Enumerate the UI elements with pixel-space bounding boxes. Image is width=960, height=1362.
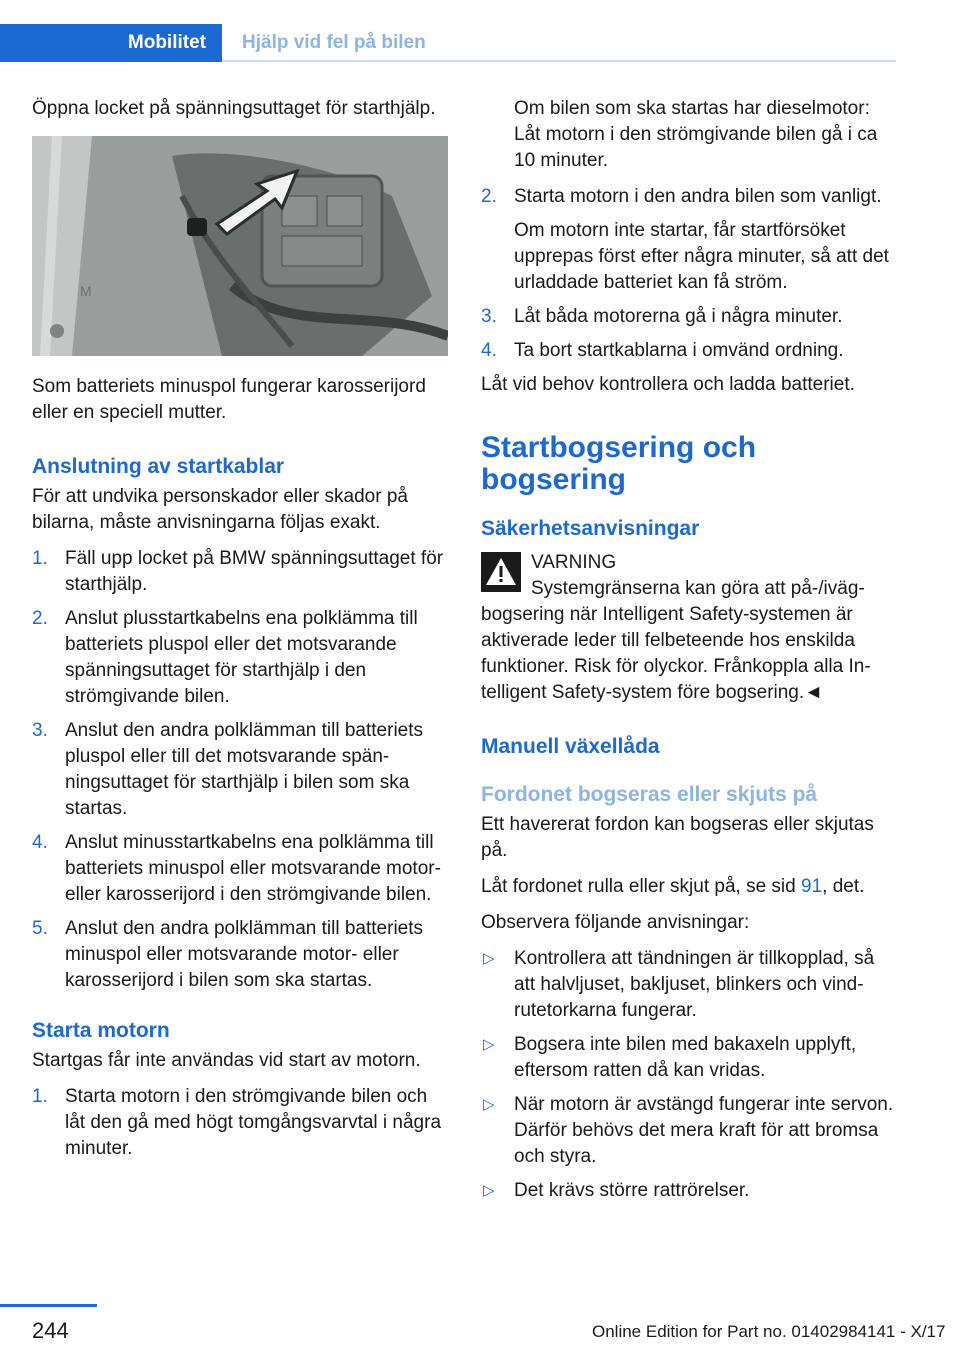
engine-bay-illustration <box>32 136 448 356</box>
step-number: 5. <box>32 918 48 939</box>
right-column <box>481 96 897 1212</box>
tow-p2-tail: , det. <box>822 876 865 897</box>
list-item <box>32 830 448 908</box>
list-item <box>481 1032 897 1084</box>
step-number: 2. <box>32 608 48 629</box>
left-column <box>32 96 448 1170</box>
heading-connect: Anslutning av startkablar <box>32 455 285 478</box>
list-item <box>32 546 448 598</box>
list-item <box>481 338 897 364</box>
list-item <box>32 718 448 822</box>
bullet-triangle-icon: ▷ <box>483 1036 495 1053</box>
list-item <box>481 304 897 330</box>
step-number: 4. <box>32 832 48 853</box>
list-item <box>481 1178 897 1204</box>
step-text: Anslut plusstartkabelns ena polklämma till batteriets pluspol eller det motsvarande spänningsuttaget för starthjälp i den strömgivande bilen. <box>65 608 418 707</box>
step-text: Ta bort startkablarna i omvänd ordning. <box>514 340 844 361</box>
step-number: 2. <box>481 186 497 207</box>
edition-text: Online Edition for Part no. 01402984141 - X/17 <box>592 1322 946 1341</box>
step-number: 1. <box>32 1086 48 1107</box>
connect-steps <box>32 546 448 994</box>
step-text: Fäll upp locket på BMW spänningsuttaget för starthjälp. <box>65 548 444 595</box>
list-item <box>481 184 897 296</box>
connect-intro: För att undvika personskador eller skador på bilarna, måste anvisningarna följas exakt. <box>32 486 408 533</box>
step-text: Låt båda motorerna gå i några minuter. <box>514 306 843 327</box>
header-rule <box>222 60 896 62</box>
heading-tow-push: Fordonet bogseras eller skjuts på <box>481 783 818 806</box>
step-number: 4. <box>481 340 497 361</box>
step-extra: Om motorn inte startar, får startförsöket upprepas först efter några minuter, så att det urladdade batteriet kan få ström. <box>514 220 889 293</box>
list-item <box>481 946 897 1024</box>
tow-p2 <box>481 874 897 900</box>
bullet-text: Kontrollera att tändningen är tillkopplad, så att halvljuset, bakljuset, blinkers och vindrutetorkarna fungerar. <box>514 948 875 1021</box>
svg-text:M: M <box>80 283 92 299</box>
bullet-triangle-icon: ▷ <box>483 1182 495 1199</box>
ground-caption: Som batteriets minuspol fungerar karosserijord eller en speciell mutter. <box>32 376 426 423</box>
list-item <box>481 1092 897 1170</box>
step-text: Anslut minusstartkabelns ena polklämma till batteriets minuspol eller motsvarande motor- eller karosserijord i den strömgivande bilen. <box>65 832 441 905</box>
warning-box <box>481 550 897 602</box>
heading-towing: Startbogsering och bogsering <box>481 431 757 496</box>
step-text: Anslut den andra polklämman till batteriets pluspol eller till det motsvarande spänningsuttaget för starthjälp i bilen som ska startas. <box>65 720 424 819</box>
engine-bay-photo <box>32 136 448 356</box>
footer-rule <box>0 1304 97 1307</box>
tab-section[interactable]: Hjälp vid fel på bilen <box>242 32 426 53</box>
warning-text: Systemgränserna kan göra att på-/ivägbogsering när Intelligent Safety-systemen är aktiverade leder till felbeteende hos enskilda funktioner. Risk för olyckor. Frånkoppla alla Intelligent Safety-system före bogsering.◄ <box>481 578 871 703</box>
tab-mobilitet[interactable]: Mobilitet <box>0 24 222 62</box>
bullet-text: När motorn är avstängd fungerar inte servon. Därför behövs det mera kraft för att bromsa och styra. <box>514 1094 894 1167</box>
step-text: Starta motorn i den strömgivande bilen och låt den gå med högt tomgångsvarvtal i några minuter. <box>65 1086 442 1159</box>
start-intro: Startgas får inte användas vid start av motorn. <box>32 1050 421 1071</box>
step-number: 3. <box>32 720 48 741</box>
page-number: 244 <box>32 1318 69 1343</box>
list-item <box>32 916 448 994</box>
start-steps <box>32 1084 448 1162</box>
tow-p3: Observera följande anvisningar: <box>481 912 750 933</box>
heading-start: Starta motorn <box>32 1019 170 1042</box>
list-item <box>32 606 448 710</box>
after-text: Låt vid behov kontrollera och ladda batteriet. <box>481 374 855 395</box>
tow-p1: Ett havererat fordon kan bogseras eller skjutas på. <box>481 814 874 861</box>
bullet-text: Det krävs större rattrörelser. <box>514 1180 750 1201</box>
bullet-triangle-icon: ▷ <box>483 950 495 967</box>
list-item <box>32 1084 448 1162</box>
warning-triangle-icon <box>481 552 521 600</box>
intro-text: Öppna locket på spänningsuttaget för starthjälp. <box>32 98 436 119</box>
start-steps-continued <box>481 184 897 364</box>
page-link[interactable]: 91 <box>801 876 823 897</box>
page-header <box>0 24 896 62</box>
step-text: Anslut den andra polklämman till batteriets minuspol eller motsvarande motor- eller karosserijord i bilen som ska startas. <box>65 918 424 991</box>
heading-safety: Säkerhetsanvisningar <box>481 517 700 540</box>
warning-title: VARNING <box>531 552 617 573</box>
step-text: Starta motorn i den andra bilen som vanligt. <box>514 186 882 207</box>
tow-p2-text: Låt fordonet rulla eller skjut på, se sid <box>481 876 802 897</box>
bullet-triangle-icon: ▷ <box>483 1096 495 1113</box>
diesel-note: Om bilen som ska startas har dieselmotor: Låt motorn i den strömgivande bilen gå i ca 10 minuter. <box>514 98 878 171</box>
heading-manual: Manuell växellåda <box>481 735 660 758</box>
step-number: 3. <box>481 306 497 327</box>
tow-bullets <box>481 946 897 1204</box>
step-number: 1. <box>32 548 48 569</box>
bullet-text: Bogsera inte bilen med bakaxeln upplyft, eftersom ratten då kan vridas. <box>514 1034 857 1081</box>
